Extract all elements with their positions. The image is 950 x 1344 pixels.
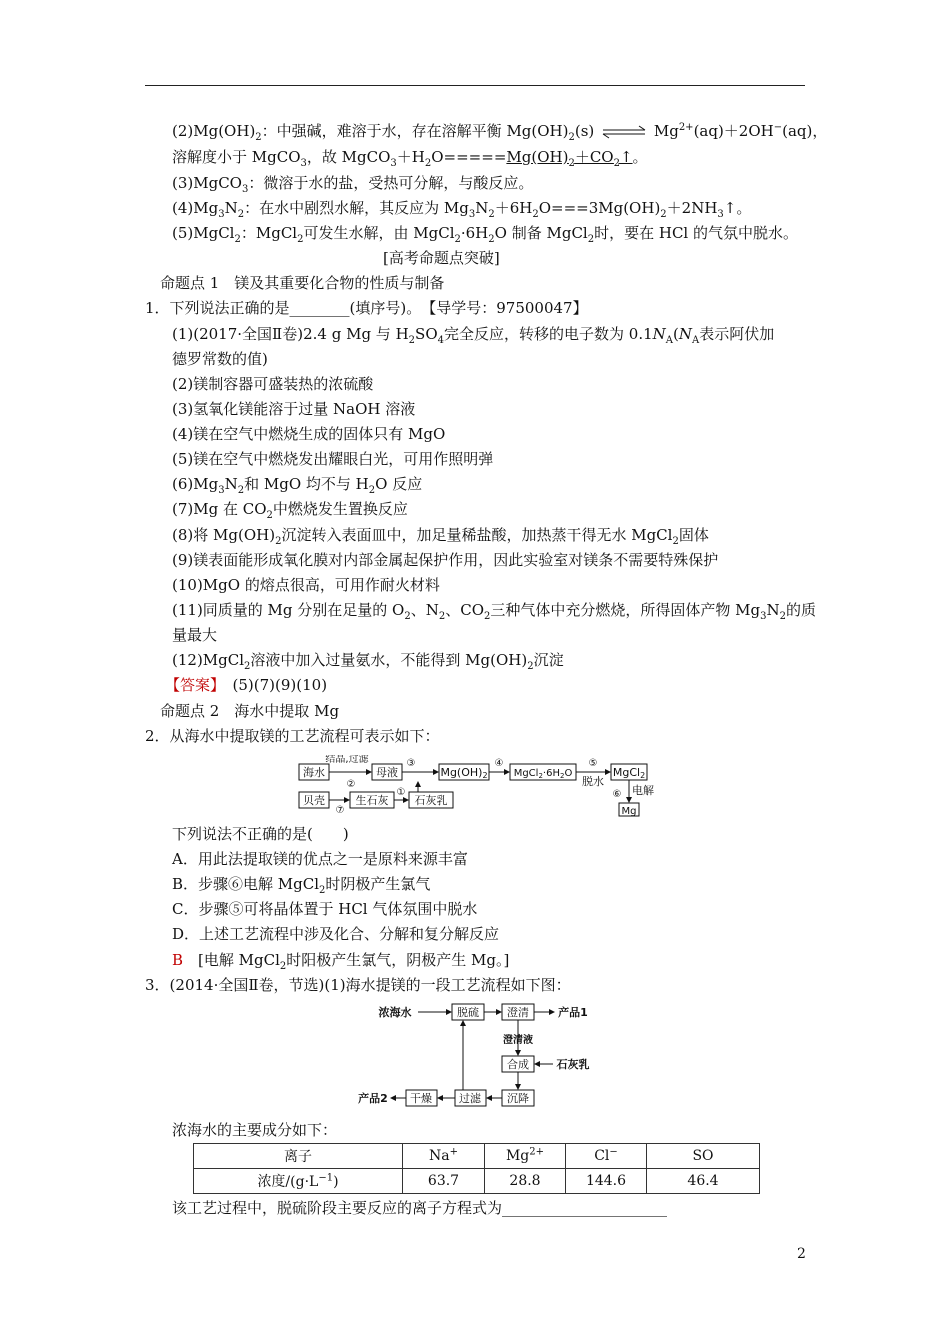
label-lime-milk: 石灰乳 xyxy=(414,794,448,807)
label-synthesis: 合成 xyxy=(507,1058,529,1071)
label-mother-liquor: 母液 xyxy=(376,766,398,779)
table-cell: 28.8 xyxy=(485,1169,566,1194)
option-line: (5)镁在空气中燃烧发出耀眼白光，可用作照明弹 xyxy=(172,450,494,468)
answer-1: 【答案】 (5)(7)(9)(10) xyxy=(165,676,328,694)
question-2-ask: 下列说法不正确的是( ) xyxy=(172,825,349,843)
question-2: 2．从海水中提取镁的工艺流程可表示如下： xyxy=(145,727,440,745)
option-line: (1)(2017·全国Ⅱ卷)2.4 g Mg 与 $H_2SO_4$完全反应，转移的电子数为 $0.1N_A(N_A$表示阿伏加 xyxy=(172,325,775,346)
label-quicklime: 生石灰 xyxy=(355,794,389,807)
answer-2: B [电解 MgCl$_2$时阳极产生氯气，阴极产生 Mg。] xyxy=(172,951,510,972)
option-line: 德罗常数的值) xyxy=(172,350,268,368)
label-desulfurize: 脱硫 xyxy=(457,1006,479,1019)
table-header-cell: Cl− xyxy=(566,1144,647,1169)
text-line: (5)MgCl$_2$：MgCl$_2$可发生水解，由 $MgCl_2\cdot 6H_2O$ 制备 MgCl$_2$时，要在 HCl 的气氛中脱水。 xyxy=(172,224,799,245)
step-2: ② xyxy=(346,779,356,790)
table-row xyxy=(194,1144,760,1169)
option-line: (2)镁制容器可盛装热的浓硫酸 xyxy=(172,375,374,393)
question-1: 1．下列说法正确的是________(填序号)。 【导学号：97500047】 xyxy=(145,299,588,317)
text-line: $(2)Mg(OH)_2$：中强碱，难溶于水，存在溶解平衡 $Mg(OH)_2(s)$ $Mg^{2+}(aq)+2OH^-(aq)$， xyxy=(172,122,828,143)
option-line: (11)同质量的 Mg 分别在足量的 $O_2$、$N_2$、$CO_2$三种气体中充分燃烧，所得固体产物 $Mg_3N_2$的质 xyxy=(172,601,817,622)
mg-extraction-flowchart xyxy=(297,755,657,817)
label-lime-milk-2: 石灰乳 xyxy=(556,1058,590,1071)
answer-label: B xyxy=(172,951,184,969)
label-mg-hydroxide: Mg(OH)2 xyxy=(440,766,488,780)
topic-heading: 命题点 1 镁及其重要化合物的性质与制备 xyxy=(160,274,445,292)
option-line: (7)Mg 在 $CO_2$中燃烧发生置换反应 xyxy=(172,500,408,521)
question-3-prompt: 该工艺过程中，脱硫阶段主要反应的离子方程式为______________________ xyxy=(172,1199,668,1217)
table-header-cell: 离子 xyxy=(194,1144,403,1169)
table-cell: 63.7 xyxy=(403,1169,485,1194)
table-cell: 46.4 xyxy=(647,1169,760,1194)
option-line: (10)MgO 的熔点很高，可用作耐火材料 xyxy=(172,576,440,594)
choice-a: A．用此法提取镁的优点之一是原料来源丰富 xyxy=(172,850,468,868)
option-line: $(6)Mg_3N_2$和 MgO 均不与 $H_2O$ 反应 xyxy=(172,475,423,496)
label-seawater: 海水 xyxy=(303,766,325,779)
label-crystallize: 结晶,过滤 xyxy=(325,755,369,765)
header-rule xyxy=(145,85,805,86)
label-clarify: 澄清 xyxy=(507,1006,529,1019)
table-cell: 144.6 xyxy=(566,1169,647,1194)
table-header-cell: Na+ xyxy=(403,1144,485,1169)
label-dry: 干燥 xyxy=(410,1092,432,1105)
label-product-2: 产品2 xyxy=(358,1092,388,1105)
composition-table xyxy=(193,1143,760,1194)
label-mgcl2-hydrate: $MgCl_2\cdot 6H_2O$ xyxy=(513,768,573,780)
answer-label: 【答案】 xyxy=(165,676,218,694)
text-line: $(4)Mg_3N_2$：在水中剧烈水解，其反应为 $Mg_3N_2+6H_2O===3Mg(OH)_2+2NH_3↑$。 xyxy=(172,199,752,220)
equilibrium-arrow-icon xyxy=(599,125,649,139)
label-mgcl2: MgCl2 xyxy=(612,766,646,780)
section-title: [高考命题点突破] xyxy=(383,249,500,267)
choice-b: B．步骤⑥电解 MgCl$_2$时阴极产生氯气 xyxy=(172,875,431,896)
choice-c: C．步骤⑤可将晶体置于 HCl 气体氛围中脱水 xyxy=(172,900,478,918)
label-dehydrate: 脱水 xyxy=(582,775,604,788)
option-line: (12)MgCl$_2$溶液中加入过量氨水，不能得到 $Mg(OH)_2$沉淀 xyxy=(172,651,564,672)
table-cell: 浓度$/(g\cdot L^{-1})$ xyxy=(194,1169,403,1194)
option-line: (4)镁在空气中燃烧生成的固体只有 MgO xyxy=(172,425,446,443)
table-header-cell: SO xyxy=(647,1144,760,1169)
question-3: 3．(2014·全国Ⅱ卷，节选)(1)海水提镁的一段工艺流程如下图： xyxy=(145,976,571,994)
step-5: ⑤ xyxy=(588,758,598,769)
text-line: 溶解度小于 MgCO$_3$，故 $MgCO_3+H_2O=====Mg(OH)_2+CO_2↑$。 xyxy=(172,148,648,169)
topic-heading: 命题点 2 海水中提取 Mg xyxy=(160,702,340,720)
table-intro: 浓海水的主要成分如下： xyxy=(172,1121,338,1139)
option-line: (8)将 $Mg(OH)_2$沉淀转入表面皿中，加足量稀盐酸，加热蒸干得无水 MgCl$_2$固体 xyxy=(172,526,709,547)
label-electrolysis: 电解 xyxy=(632,784,654,797)
step-7: ⑦ xyxy=(335,805,345,816)
seawater-process-flowchart xyxy=(355,1000,605,1112)
page-number: 2 xyxy=(797,1246,806,1262)
label-settle: 沉降 xyxy=(507,1092,529,1105)
table-row xyxy=(194,1169,760,1194)
option-line: 量最大 xyxy=(172,626,218,644)
table-header-cell: $Mg^{2+}$ xyxy=(485,1144,566,1169)
label-filter: 过滤 xyxy=(459,1092,481,1105)
label-conc-seawater: 浓海水 xyxy=(378,1006,412,1019)
label-product-1: 产品1 xyxy=(558,1006,588,1019)
option-line: (9)镁表面能形成氧化膜对内部金属起保护作用，因此实验室对镁条不需要特殊保护 xyxy=(172,551,719,569)
step-1: ① xyxy=(396,787,406,798)
label-shell: 贝壳 xyxy=(303,794,325,807)
text-line: (3)MgCO$_3$：微溶于水的盐，受热可分解，与酸反应。 xyxy=(172,174,534,195)
step-6: ⑥ xyxy=(612,789,622,800)
option-line: (3)氢氧化镁能溶于过量 NaOH 溶液 xyxy=(172,400,416,418)
label-mg: Mg xyxy=(621,806,637,817)
label-clear-liquid: 澄清液 xyxy=(503,1035,533,1046)
choice-d: D．上述工艺流程中涉及化合、分解和复分解反应 xyxy=(172,925,500,943)
step-3: ③ xyxy=(406,758,416,769)
step-4: ④ xyxy=(494,758,504,769)
